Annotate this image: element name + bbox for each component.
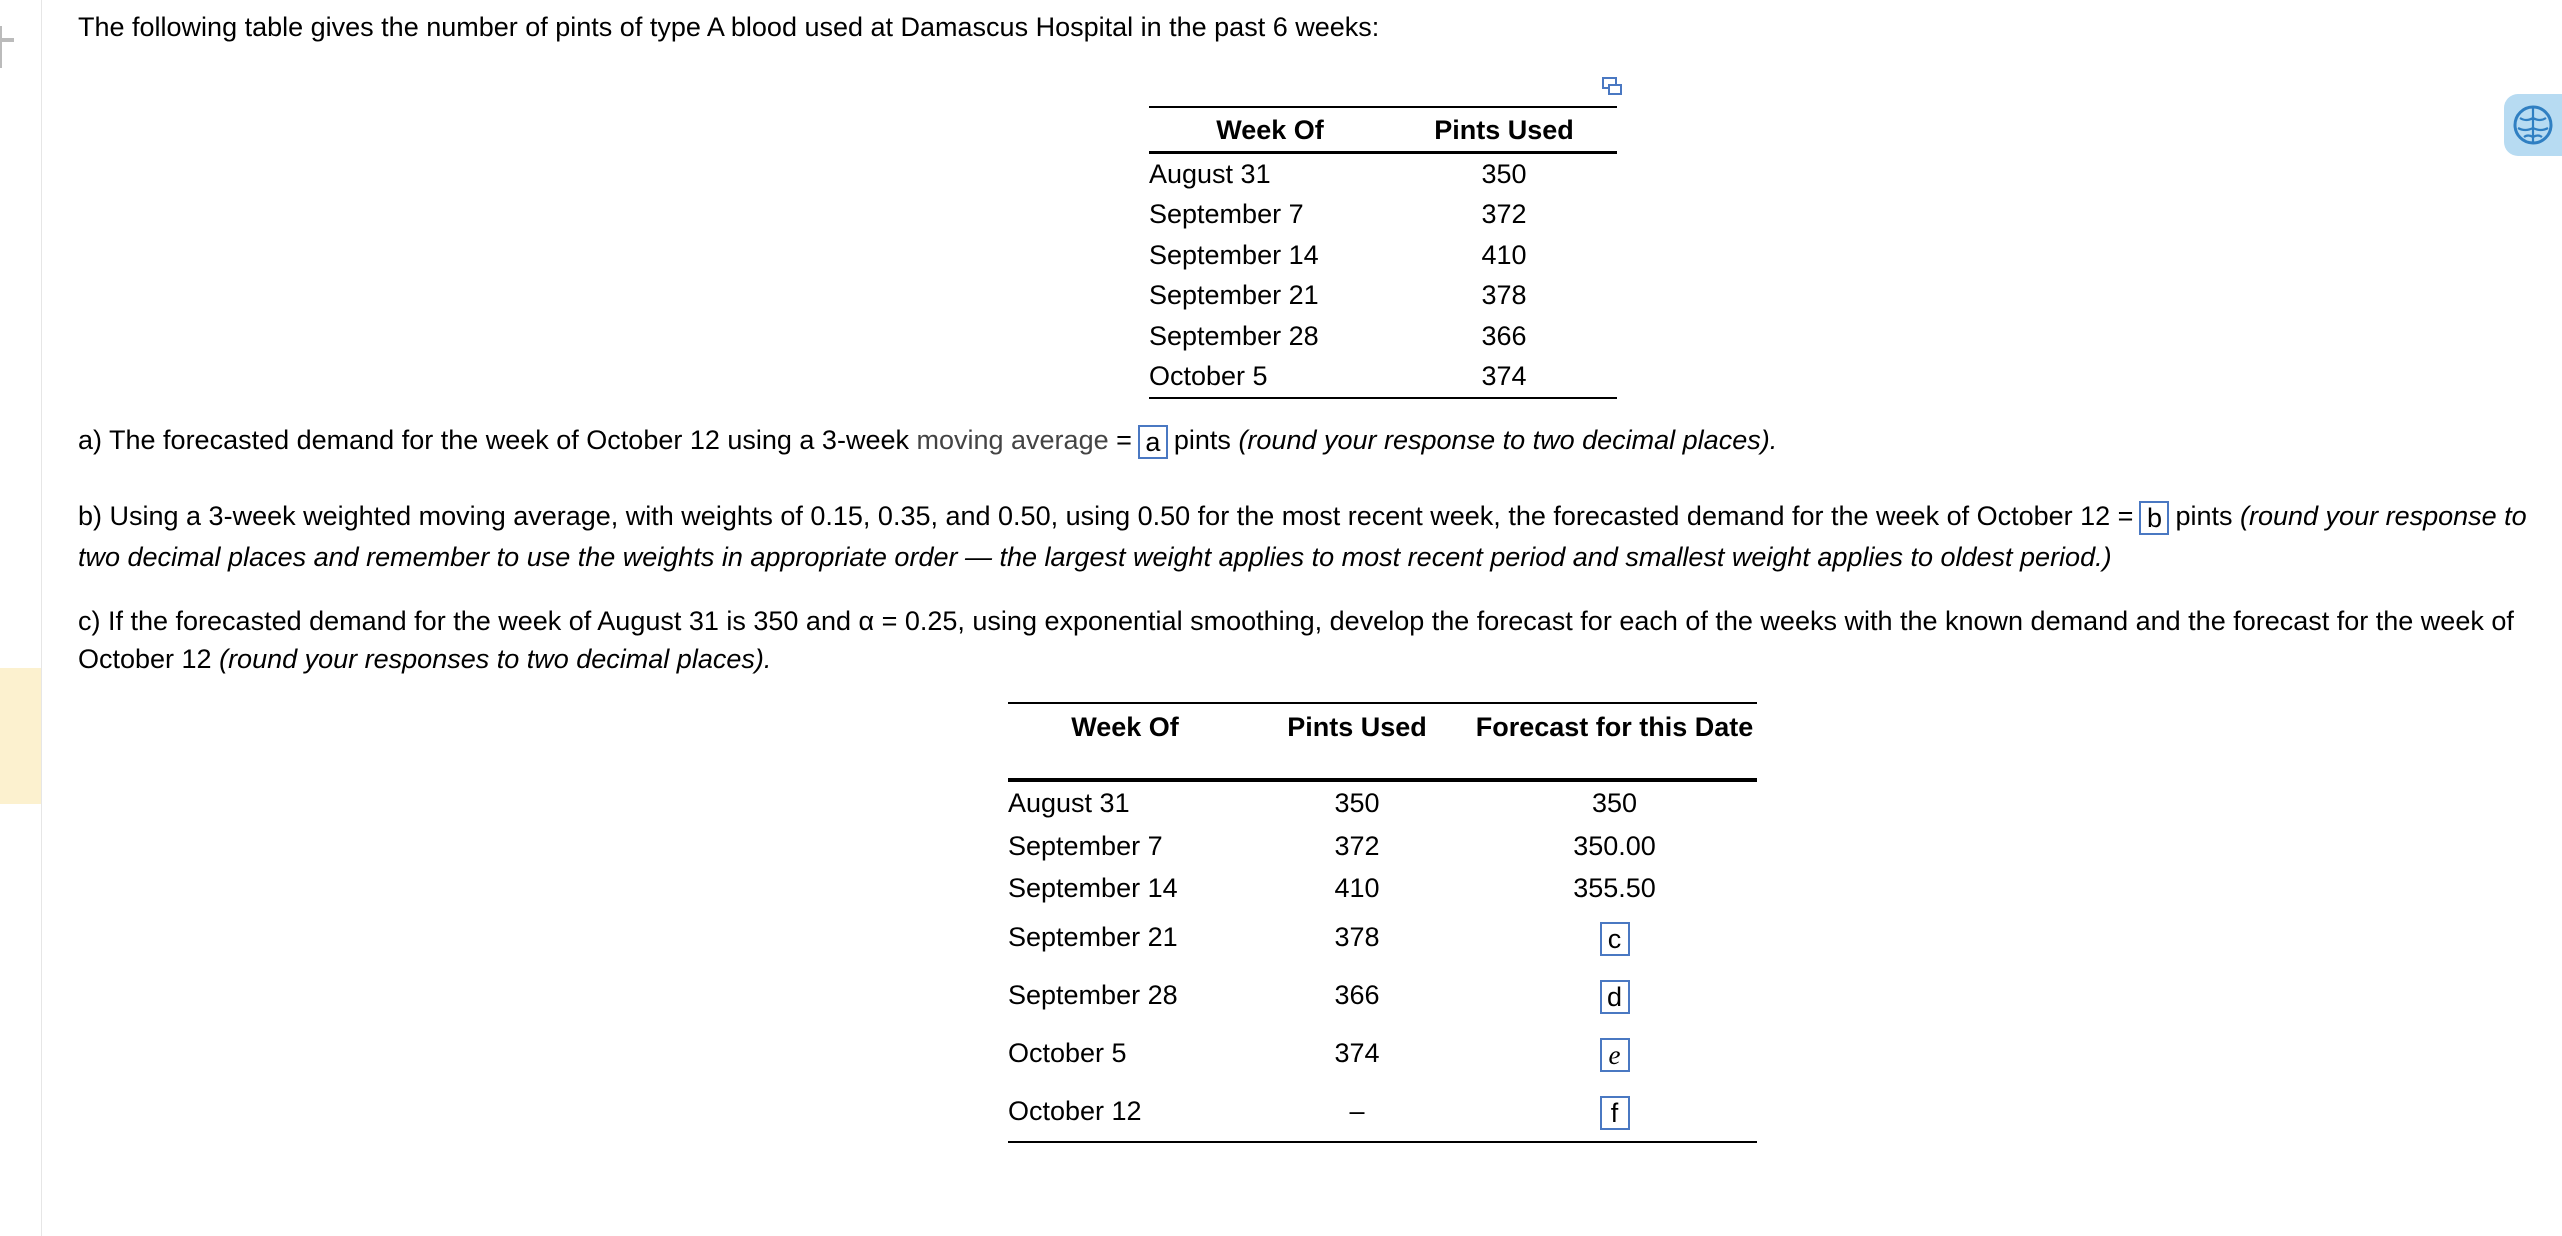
week-cell: October 12 (1008, 1082, 1242, 1142)
pints-cell: 374 (1334, 1037, 1380, 1068)
question-b (78, 496, 2538, 578)
week-cell: August 31 (1149, 158, 1271, 189)
week-cell: September 14 (1008, 872, 1178, 903)
table-row (1008, 1082, 1757, 1142)
week-cell: September 21 (1008, 922, 1178, 953)
answer-box-a[interactable]: a (1138, 425, 1168, 459)
forecast-cell: 355.50 (1573, 872, 1656, 903)
question-b-unit: pints (2175, 501, 2240, 531)
question-a-text: a) The forecasted demand for the week of October 12 using a 3-week (78, 425, 917, 455)
question-c (78, 602, 2538, 678)
pints-cell: 372 (1481, 199, 1527, 229)
table-row (1149, 316, 1617, 357)
pints-cell: 378 (1481, 280, 1527, 310)
pints-cell: – (1242, 1082, 1472, 1142)
pints-cell: 374 (1391, 356, 1617, 398)
answer-box-d[interactable]: d (1600, 980, 1630, 1014)
week-cell: October 5 (1149, 356, 1391, 398)
table-row (1149, 194, 1617, 235)
question-b-note: (round your response to two decimal places and remember to use the weights in appropriate order — the largest weight applies to most recent period and smallest weight applies to oldest period.) (78, 501, 2527, 572)
table-row (1149, 356, 1617, 398)
question-a-eq: = (1108, 425, 1132, 455)
sidebar-handle[interactable] (0, 26, 7, 68)
question-c-text: c) If the forecasted demand for the week of August 31 is 350 and α = 0.25, using exponential smoothing, develop the forecast for each of the weeks with the known demand and the forecast for the week of October 12 (78, 606, 2514, 674)
pints-cell: 372 (1334, 830, 1380, 861)
forecast-cell: 350 (1591, 788, 1638, 819)
sidebar-handle-line (0, 38, 14, 42)
table-row (1149, 235, 1617, 276)
week-cell: September 7 (1149, 199, 1304, 229)
moving-average-link[interactable]: moving average (916, 425, 1109, 455)
brain-assistant-button[interactable] (2504, 94, 2562, 156)
intro-text: The following table gives the number of pints of type A blood used at Damascus Hospital in the past 6 weeks: (78, 12, 1380, 42)
week-cell: September 28 (1008, 979, 1178, 1010)
header-week-of: Week Of (1008, 703, 1242, 780)
table-row (1149, 152, 1617, 194)
forecast-cell (1472, 909, 1757, 966)
week-cell: August 31 (1008, 788, 1130, 819)
header-week-of: Week Of (1149, 107, 1391, 152)
question-b-text: b) Using a 3-week weighted moving average, with weights of 0.15, 0.35, and 0.50, using 0.50 for the most recent week, the forecasted demand for the week of October 12 = (78, 501, 2134, 531)
question-c-note: (round your responses to two decimal places). (219, 644, 772, 674)
table-row (1149, 275, 1617, 316)
sidebar-yellow-tab[interactable] (0, 668, 41, 804)
table-row (1008, 1024, 1757, 1082)
forecast-cell: 350.00 (1573, 830, 1656, 861)
table-row (1008, 966, 1757, 1024)
pints-cell: 350 (1481, 158, 1527, 189)
forecast-table (1008, 702, 1757, 1143)
week-cell: October 5 (1008, 1037, 1127, 1068)
left-sidebar-strip (0, 0, 42, 1236)
pints-cell: 410 (1334, 872, 1380, 903)
question-a (78, 420, 2538, 461)
week-cell: September 28 (1149, 320, 1319, 351)
pints-table (1149, 106, 1617, 399)
table-row (1008, 867, 1757, 909)
table-row (1008, 825, 1757, 867)
header-pints-used: Pints Used (1242, 703, 1472, 780)
week-cell: September 7 (1008, 830, 1163, 861)
answer-box-c[interactable]: c (1600, 922, 1630, 956)
table-row (1008, 780, 1757, 825)
brain-icon (2512, 104, 2554, 146)
pints-cell: 378 (1334, 922, 1380, 953)
table-row (1008, 909, 1757, 966)
forecast-cell (1472, 1024, 1757, 1082)
header-forecast: Forecast for this Date (1472, 703, 1757, 780)
forecast-cell (1472, 966, 1757, 1024)
pints-cell: 366 (1334, 979, 1380, 1010)
header-pints-used: Pints Used (1391, 107, 1617, 152)
week-cell: September 21 (1149, 280, 1319, 310)
answer-box-f[interactable]: f (1600, 1096, 1630, 1130)
question-a-unit: pints (1173, 425, 1239, 455)
forecast-cell (1472, 1082, 1757, 1142)
pints-cell: 410 (1481, 239, 1527, 270)
answer-box-b[interactable]: b (2139, 501, 2169, 535)
week-cell: September 14 (1149, 239, 1319, 270)
question-a-note: (round your response to two decimal places). (1238, 425, 1778, 455)
copy-icon[interactable] (1601, 76, 1623, 98)
answer-box-e[interactable]: e (1600, 1038, 1630, 1072)
pints-cell: 350 (1334, 788, 1380, 819)
pints-cell: 366 (1481, 320, 1527, 351)
